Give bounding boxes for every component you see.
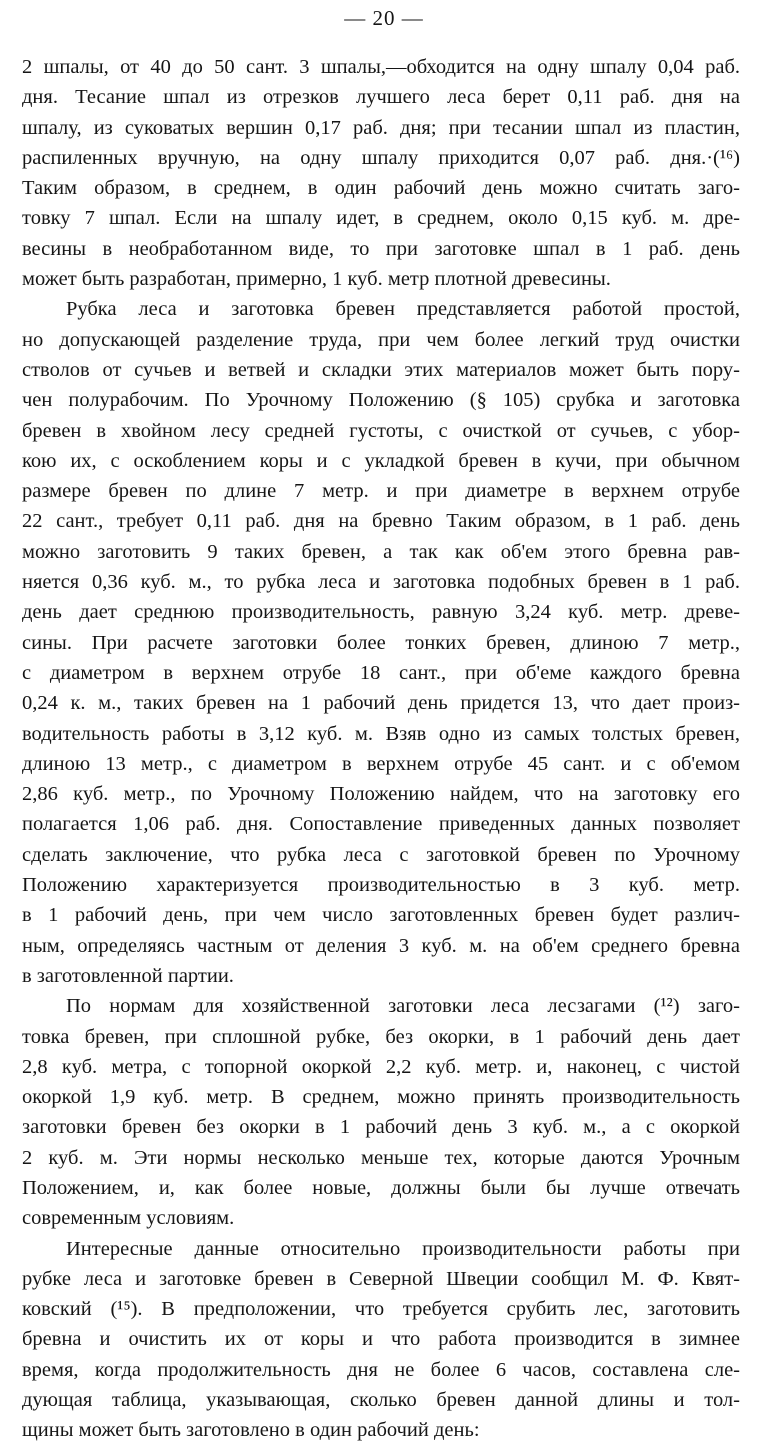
text-line: Таким образом, в среднем, в один рабочий день можно считать заго- [22, 177, 740, 200]
text-line: По нормам для хозяйственной заготовки леса лесзагами (¹²) заго- [66, 995, 740, 1018]
text-line: чен полурабочим. По Урочному Положению (§ 105) срубка и заготовка [22, 389, 740, 412]
text-line: 2,8 куб. метра, с топорной окоркой 2,2 куб. метр. и, наконец, с чистой [22, 1055, 740, 1078]
text-line: бревен в хвойном лесу средней густоты, с очисткой от сучьев, с убор- [22, 419, 740, 442]
text-line: время, когда продолжительность дня не более 6 часов, составлена сле- [22, 1358, 740, 1381]
text-line: можно заготовить 9 таких бревен, а так как об'ем этого бревна рав- [22, 540, 740, 563]
text-line: современным условиям. [22, 1207, 235, 1230]
text-line: Интересные данные относительно производительности работы при [66, 1237, 740, 1260]
text-line: рубке леса и заготовке бревен в Северной Швеции сообщил М. Ф. Квят- [22, 1267, 740, 1290]
text-line: размере бревен по длине 7 метр. и при диаметре в верхнем отрубе [22, 480, 740, 503]
text-line: товка бревен, при сплошной рубке, без окорки, в 1 рабочий день дает [22, 1025, 740, 1048]
text-line: 2 куб. м. Эти нормы несколько меньше тех, которые даются Урочным [22, 1146, 740, 1169]
text-line: в 1 рабочий день, при чем число заготовленных бревен будет различ- [22, 904, 740, 927]
text-line: бревна и очистить их от коры и что работа производится в зимнее [22, 1328, 740, 1351]
page-number: — 20 — [344, 6, 424, 30]
text-line: кою их, с оскоблением коры и с укладкой бревен в кучи, при обычном [22, 449, 740, 472]
text-line: полагается 1,06 раб. дня. Сопоставление приведенных данных позволяет [22, 813, 740, 836]
text-line: длиною 13 метр., с диаметром в верхнем отрубе 45 сант. и с об'емом [22, 752, 740, 775]
body-text [22, 52, 740, 1446]
text-line: день дает среднюю производительность, равную 3,24 куб. метр. древе- [22, 601, 740, 624]
text-line: ковский (¹⁵). В предположении, что требуется срубить лес, заготовить [22, 1298, 740, 1321]
text-line: 22 сант., требует 0,11 раб. дня на бревно Таким образом, в 1 раб. день [22, 510, 740, 533]
text-line: сины. При расчете заготовки более тонких бревен, длиною 7 метр., [22, 631, 740, 654]
text-line: Положением, и, как более новые, должны были бы лучше отвечать [22, 1176, 740, 1199]
text-line: дня. Тесание шпал из отрезков лучшего леса берет 0,11 раб. дня на [22, 86, 740, 109]
text-line: Положению характеризуется производительностью в 3 куб. метр. [22, 874, 740, 897]
text-line: ным, определяясь частным от деления 3 куб. м. на об'ем среднего бревна [22, 934, 740, 957]
text-line: товку 7 шпал. Если на шпалу идет, в среднем, около 0,15 куб. м. дре- [22, 207, 740, 230]
text-line: сделать заключение, что рубка леса с заготовкой бревен по Урочному [22, 843, 740, 866]
text-line: весины в необработанном виде, то при заготовке шпал в 1 раб. день [22, 237, 740, 260]
text-line: может быть разработан, примерно, 1 куб. метр плотной древесины. [22, 268, 611, 291]
text-line: 2,86 куб. метр., по Урочному Положению найдем, что на заготовку его [22, 783, 740, 806]
text-line: 0,24 к. м., таких бревен на 1 рабочий день придется 13, что дает произ- [22, 692, 740, 715]
text-line: с диаметром в верхнем отрубе 18 сант., при об'еме каждого бревна [22, 661, 740, 684]
text-line: заготовки бревен без окорки в 1 рабочий день 3 куб. м., а с окоркой [22, 1116, 740, 1139]
text-line: Рубка леса и заготовка бревен представляется работой простой, [66, 298, 740, 321]
text-line: но допускающей разделение труда, при чем более легкий труд очистки [22, 328, 740, 351]
text-line: распиленных вручную, на одну шпалу приходится 0,07 раб. дня.·(¹⁶) [22, 146, 740, 169]
text-line: дующая таблица, указывающая, сколько бревен данной длины и тол- [22, 1389, 740, 1412]
text-line: водительность работы в 3,12 куб. м. Взяв одно из самых толстых бревен, [22, 722, 740, 745]
text-line: 2 шпалы, от 40 до 50 сант. 3 шпалы,—обходится на одну шпалу 0,04 раб. [22, 56, 740, 78]
text-line: няется 0,36 куб. м., то рубка леса и заготовка подобных бревен в 1 раб. [22, 571, 740, 594]
text-line: стволов от сучьев и ветвей и складки этих материалов может быть пору- [22, 358, 740, 381]
text-line: шпалу, из суковатых вершин 0,17 раб. дня; при тесании шпал из пластин, [22, 116, 740, 139]
text-line: щины может быть заготовлено в один рабочий день: [22, 1419, 480, 1442]
text-line: окоркой 1,9 куб. метр. В среднем, можно принять производительность [22, 1086, 740, 1109]
text-line: в заготовленной партии. [22, 964, 234, 987]
